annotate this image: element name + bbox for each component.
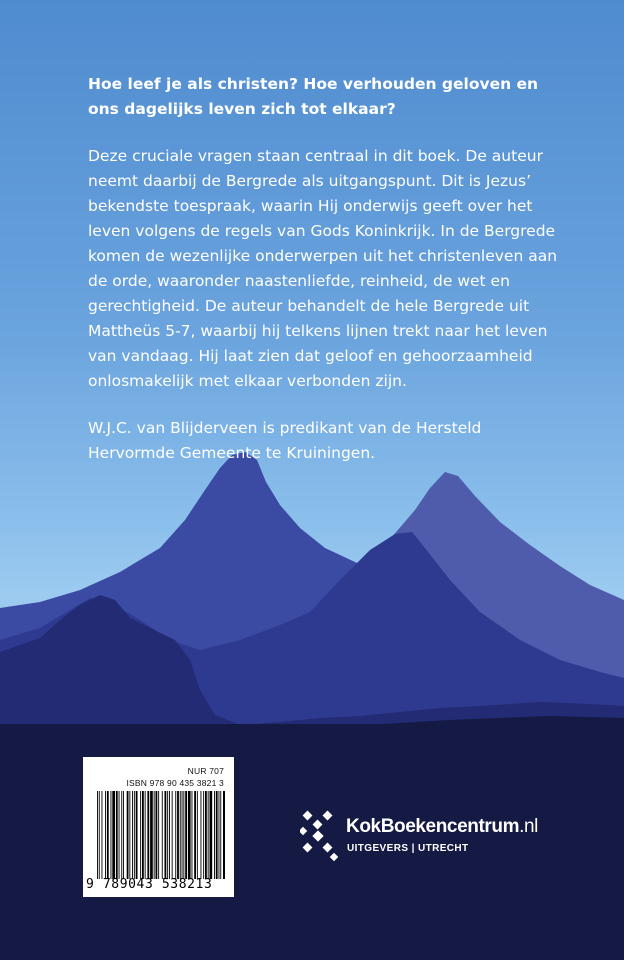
barcode-bar (145, 791, 146, 879)
isbn-number: ISBN 978 90 435 3821 3 (126, 778, 224, 788)
barcode-bar (210, 791, 213, 879)
barcode-bar (119, 791, 120, 879)
publisher-logo (300, 806, 570, 866)
barcode-bar (180, 791, 181, 879)
barcode-bar (219, 791, 220, 879)
back-cover-blurb (88, 72, 558, 488)
barcode-bar (107, 791, 109, 879)
barcode-bar (220, 791, 221, 879)
barcode-bar (185, 791, 187, 879)
barcode-bar (123, 791, 124, 879)
barcode-bar (162, 791, 163, 879)
barcode-bar (172, 791, 173, 879)
barcode-bar (142, 791, 144, 879)
blurb-body: Deze cruciale vragen staan centraal in dit boek. De auteur neemt daarbij de Bergrede als uitgangspunt. Dit is Jezus’ bekendste toespraak, waarin Hij onderwijs geeft over het leven volgens de regels van Gods Koninkrijk. In de Bergrede komen de wezenlijke onderwerpen uit het christenleven aan de orde, waaronder naastenliefde, reinheid, de wet en gerechtigheid. De auteur behandelt de hele Bergrede uit Mattheüs 5-7, waarbij hij telkens lijnen trekt naar het leven van vandaag. Hij laat zien dat geloof en gehoorzaamheid onlosmakelijk met elkaar verbonden zijn. (88, 147, 558, 390)
barcode-bar (136, 791, 138, 879)
barcode-bar (132, 791, 133, 879)
barcode-bar (214, 791, 215, 879)
barcode-bar (134, 791, 135, 879)
blurb-lead-question: Hoe leef je als christen? Hoe verhouden geloven en ons dagelijks leven zich tot elkaar? (88, 75, 539, 118)
barcode-bar (169, 791, 170, 879)
barcode-label (83, 757, 234, 897)
barcode-bar (116, 791, 118, 879)
barcode-bar (203, 791, 204, 879)
publisher-name (346, 816, 538, 838)
nur-code: NUR 707 (187, 766, 224, 776)
publisher-name-text: KokBoekencentrum (346, 816, 520, 837)
barcode-bar (188, 791, 191, 879)
barcode-bar (182, 791, 183, 879)
barcode-bar (165, 791, 167, 879)
barcode-bar (105, 791, 106, 879)
barcode-bars (97, 791, 225, 879)
barcode-bar (156, 791, 158, 879)
barcode-bar (102, 791, 103, 879)
barcode-bar (208, 791, 209, 879)
barcode-bar (111, 791, 112, 879)
barcode-bar (150, 791, 153, 879)
barcode-bar (205, 791, 207, 879)
publisher-domain: .nl (519, 816, 538, 837)
barcode-bar (158, 791, 159, 879)
barcode-bar (147, 791, 149, 879)
kok-x-mark-icon (300, 806, 340, 866)
barcode-bar (140, 791, 141, 879)
barcode-bar (177, 791, 179, 879)
publisher-tagline: UITGEVERS | UTRECHT (347, 843, 469, 854)
barcode-bar (112, 791, 115, 879)
barcode-bar (97, 791, 98, 879)
barcode-bar (201, 791, 202, 879)
barcode-bar (183, 791, 184, 879)
barcode-bar (194, 791, 196, 879)
barcode-bar (129, 791, 130, 879)
ean-digits: 9 789043 538213 (86, 877, 213, 892)
barcode-bar (167, 791, 168, 879)
author-bio: W.J.C. van Blijderveen is predikant van de Hersteld Hervormde Gemeente te Kruiningen. (88, 419, 482, 462)
barcode-bar (154, 791, 155, 879)
barcode-bar (216, 791, 218, 879)
barcode-bar (175, 791, 176, 879)
barcode-bar (121, 791, 122, 879)
barcode-bar (223, 791, 225, 879)
barcode-bar (99, 791, 100, 879)
barcode-bar (127, 791, 129, 879)
barcode-bar (197, 791, 198, 879)
barcode-bar (192, 791, 193, 879)
